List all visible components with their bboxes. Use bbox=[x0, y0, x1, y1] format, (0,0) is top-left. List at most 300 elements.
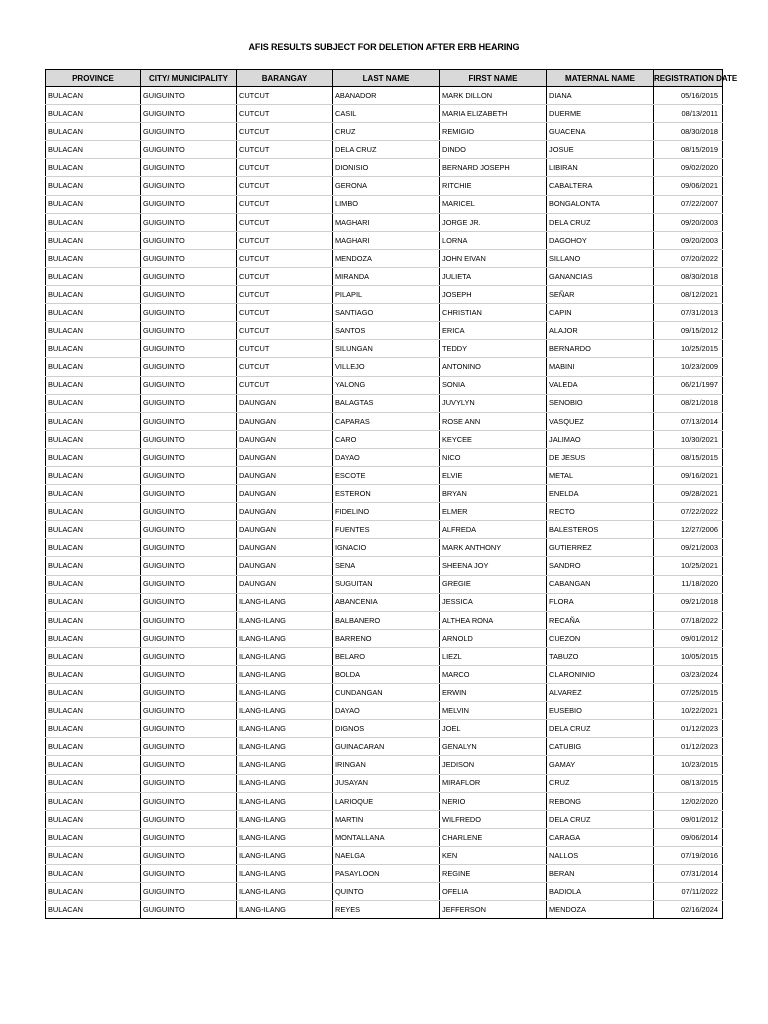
city-municipality-cell: GUIGUINTO bbox=[141, 123, 237, 141]
registration-date-cell: 09/28/2021 bbox=[654, 485, 723, 503]
maternal-name-cell: NALLOS bbox=[547, 846, 654, 864]
table-row bbox=[46, 412, 723, 430]
last-name-cell: DIGNOS bbox=[333, 720, 440, 738]
first-name-cell: MARK DILLON bbox=[440, 87, 547, 105]
province-cell: BULACAN bbox=[46, 177, 141, 195]
maternal-name-cell: EUSEBIO bbox=[547, 702, 654, 720]
first-name-cell: JOSEPH bbox=[440, 286, 547, 304]
maternal-name-cell: GUACENA bbox=[547, 123, 654, 141]
maternal-name-cell: GAMAY bbox=[547, 756, 654, 774]
table-row bbox=[46, 647, 723, 665]
registration-date-cell: 11/18/2020 bbox=[654, 575, 723, 593]
maternal-name-cell: SILLANO bbox=[547, 249, 654, 267]
city-municipality-cell: GUIGUINTO bbox=[141, 684, 237, 702]
maternal-name-cell: CLARONINIO bbox=[547, 666, 654, 684]
table-row bbox=[46, 159, 723, 177]
table-row bbox=[46, 828, 723, 846]
first-name-cell: WILFREDO bbox=[440, 810, 547, 828]
last-name-cell: MONTALLANA bbox=[333, 828, 440, 846]
city-municipality-cell: GUIGUINTO bbox=[141, 810, 237, 828]
table-row bbox=[46, 249, 723, 267]
table-row bbox=[46, 466, 723, 484]
first-name-cell: BERNARD JOSEPH bbox=[440, 159, 547, 177]
last-name-cell: CAPARAS bbox=[333, 412, 440, 430]
last-name-cell: BALBANERO bbox=[333, 611, 440, 629]
city-municipality-cell: GUIGUINTO bbox=[141, 394, 237, 412]
barangay-cell: DAUNGAN bbox=[237, 521, 333, 539]
registration-date-cell: 08/30/2018 bbox=[654, 123, 723, 141]
province-cell: BULACAN bbox=[46, 213, 141, 231]
maternal-name-cell: TABUZO bbox=[547, 647, 654, 665]
city-municipality-cell: GUIGUINTO bbox=[141, 828, 237, 846]
first-name-cell: KEYCEE bbox=[440, 430, 547, 448]
city-municipality-cell: GUIGUINTO bbox=[141, 792, 237, 810]
last-name-cell: MAGHARI bbox=[333, 213, 440, 231]
barangay-cell: DAUNGAN bbox=[237, 503, 333, 521]
registration-date-cell: 05/16/2015 bbox=[654, 87, 723, 105]
registration-date-cell: 09/20/2003 bbox=[654, 231, 723, 249]
province-cell: BULACAN bbox=[46, 774, 141, 792]
province-cell: BULACAN bbox=[46, 666, 141, 684]
maternal-name-cell: JOSUE bbox=[547, 141, 654, 159]
province-cell: BULACAN bbox=[46, 647, 141, 665]
province-cell: BULACAN bbox=[46, 105, 141, 123]
maternal-name-cell: GUTIERREZ bbox=[547, 539, 654, 557]
province-cell: BULACAN bbox=[46, 340, 141, 358]
first-name-cell: CHARLENE bbox=[440, 828, 547, 846]
province-cell: BULACAN bbox=[46, 575, 141, 593]
barangay-cell: CUTCUT bbox=[237, 249, 333, 267]
table-row bbox=[46, 177, 723, 195]
last-name-cell: MENDOZA bbox=[333, 249, 440, 267]
province-cell: BULACAN bbox=[46, 159, 141, 177]
city-municipality-cell: GUIGUINTO bbox=[141, 466, 237, 484]
city-municipality-cell: GUIGUINTO bbox=[141, 883, 237, 901]
registration-date-cell: 09/20/2003 bbox=[654, 213, 723, 231]
maternal-name-cell: SENOBIO bbox=[547, 394, 654, 412]
first-name-cell: ELVIE bbox=[440, 466, 547, 484]
table-row bbox=[46, 756, 723, 774]
city-municipality-cell: GUIGUINTO bbox=[141, 557, 237, 575]
registration-date-cell: 10/05/2015 bbox=[654, 647, 723, 665]
last-name-cell: DIONISIO bbox=[333, 159, 440, 177]
table-row bbox=[46, 322, 723, 340]
first-name-cell: MARK ANTHONY bbox=[440, 539, 547, 557]
province-cell: BULACAN bbox=[46, 358, 141, 376]
table-row bbox=[46, 448, 723, 466]
table-row bbox=[46, 213, 723, 231]
registration-date-cell: 08/21/2018 bbox=[654, 394, 723, 412]
city-municipality-cell: GUIGUINTO bbox=[141, 412, 237, 430]
barangay-cell: ILANG-ILANG bbox=[237, 629, 333, 647]
province-cell: BULACAN bbox=[46, 87, 141, 105]
last-name-cell: PILAPIL bbox=[333, 286, 440, 304]
city-municipality-cell: GUIGUINTO bbox=[141, 177, 237, 195]
first-name-cell: JULIETA bbox=[440, 267, 547, 285]
table-row bbox=[46, 557, 723, 575]
barangay-cell: ILANG-ILANG bbox=[237, 684, 333, 702]
maternal-name-cell: CABALTERA bbox=[547, 177, 654, 195]
province-cell: BULACAN bbox=[46, 123, 141, 141]
last-name-cell: GUINACARAN bbox=[333, 738, 440, 756]
province-cell: BULACAN bbox=[46, 865, 141, 883]
province-cell: BULACAN bbox=[46, 430, 141, 448]
city-municipality-cell: GUIGUINTO bbox=[141, 702, 237, 720]
last-name-cell: DAYAO bbox=[333, 448, 440, 466]
column-header-maternal-name: MATERNAL NAME bbox=[547, 70, 654, 87]
barangay-cell: CUTCUT bbox=[237, 105, 333, 123]
province-cell: BULACAN bbox=[46, 485, 141, 503]
first-name-cell: SONIA bbox=[440, 376, 547, 394]
table-row bbox=[46, 792, 723, 810]
table-row bbox=[46, 774, 723, 792]
barangay-cell: CUTCUT bbox=[237, 231, 333, 249]
first-name-cell: GREGIE bbox=[440, 575, 547, 593]
barangay-cell: CUTCUT bbox=[237, 322, 333, 340]
city-municipality-cell: GUIGUINTO bbox=[141, 901, 237, 919]
city-municipality-cell: GUIGUINTO bbox=[141, 611, 237, 629]
last-name-cell: FIDELINO bbox=[333, 503, 440, 521]
last-name-cell: ABANCENIA bbox=[333, 593, 440, 611]
province-cell: BULACAN bbox=[46, 141, 141, 159]
registration-date-cell: 08/12/2021 bbox=[654, 286, 723, 304]
barangay-cell: ILANG-ILANG bbox=[237, 828, 333, 846]
city-municipality-cell: GUIGUINTO bbox=[141, 865, 237, 883]
last-name-cell: CUNDANGAN bbox=[333, 684, 440, 702]
registration-date-cell: 09/06/2021 bbox=[654, 177, 723, 195]
city-municipality-cell: GUIGUINTO bbox=[141, 738, 237, 756]
maternal-name-cell: DAGOHOY bbox=[547, 231, 654, 249]
province-cell: BULACAN bbox=[46, 883, 141, 901]
maternal-name-cell: CABANGAN bbox=[547, 575, 654, 593]
table-row bbox=[46, 629, 723, 647]
province-cell: BULACAN bbox=[46, 810, 141, 828]
first-name-cell: RITCHIE bbox=[440, 177, 547, 195]
last-name-cell: SENA bbox=[333, 557, 440, 575]
city-municipality-cell: GUIGUINTO bbox=[141, 231, 237, 249]
last-name-cell: ABANADOR bbox=[333, 87, 440, 105]
last-name-cell: GERONA bbox=[333, 177, 440, 195]
barangay-cell: DAUNGAN bbox=[237, 575, 333, 593]
city-municipality-cell: GUIGUINTO bbox=[141, 846, 237, 864]
table-row bbox=[46, 394, 723, 412]
barangay-cell: ILANG-ILANG bbox=[237, 647, 333, 665]
table-row bbox=[46, 846, 723, 864]
maternal-name-cell: CAPIN bbox=[547, 304, 654, 322]
province-cell: BULACAN bbox=[46, 702, 141, 720]
barangay-cell: DAUNGAN bbox=[237, 557, 333, 575]
barangay-cell: CUTCUT bbox=[237, 123, 333, 141]
table-row bbox=[46, 575, 723, 593]
maternal-name-cell: ENELDA bbox=[547, 485, 654, 503]
last-name-cell: PASAYLOON bbox=[333, 865, 440, 883]
registration-date-cell: 12/27/2006 bbox=[654, 521, 723, 539]
maternal-name-cell: DELA CRUZ bbox=[547, 213, 654, 231]
barangay-cell: CUTCUT bbox=[237, 286, 333, 304]
province-cell: BULACAN bbox=[46, 376, 141, 394]
province-cell: BULACAN bbox=[46, 195, 141, 213]
registration-date-cell: 10/25/2015 bbox=[654, 340, 723, 358]
header-row bbox=[46, 70, 723, 87]
province-cell: BULACAN bbox=[46, 557, 141, 575]
column-header-registration-date: REGISTRATION DATE bbox=[654, 70, 723, 87]
barangay-cell: CUTCUT bbox=[237, 195, 333, 213]
registration-date-cell: 10/30/2021 bbox=[654, 430, 723, 448]
last-name-cell: IGNACIO bbox=[333, 539, 440, 557]
province-cell: BULACAN bbox=[46, 448, 141, 466]
last-name-cell: CASIL bbox=[333, 105, 440, 123]
first-name-cell: NICO bbox=[440, 448, 547, 466]
last-name-cell: LIMBO bbox=[333, 195, 440, 213]
table-row bbox=[46, 738, 723, 756]
first-name-cell: ALFREDA bbox=[440, 521, 547, 539]
first-name-cell: LIEZL bbox=[440, 647, 547, 665]
province-cell: BULACAN bbox=[46, 267, 141, 285]
column-header-province: PROVINCE bbox=[46, 70, 141, 87]
registration-date-cell: 09/15/2012 bbox=[654, 322, 723, 340]
first-name-cell: JUVYLYN bbox=[440, 394, 547, 412]
table-row bbox=[46, 286, 723, 304]
city-municipality-cell: GUIGUINTO bbox=[141, 593, 237, 611]
city-municipality-cell: GUIGUINTO bbox=[141, 756, 237, 774]
table-row bbox=[46, 485, 723, 503]
last-name-cell: BALAGTAS bbox=[333, 394, 440, 412]
barangay-cell: ILANG-ILANG bbox=[237, 593, 333, 611]
province-cell: BULACAN bbox=[46, 466, 141, 484]
last-name-cell: SUGUITAN bbox=[333, 575, 440, 593]
last-name-cell: DAYAO bbox=[333, 702, 440, 720]
table-row bbox=[46, 901, 723, 919]
first-name-cell: MARIA ELIZABETH bbox=[440, 105, 547, 123]
table-row bbox=[46, 141, 723, 159]
first-name-cell: BRYAN bbox=[440, 485, 547, 503]
maternal-name-cell: CRUZ bbox=[547, 774, 654, 792]
city-municipality-cell: GUIGUINTO bbox=[141, 539, 237, 557]
first-name-cell: ERWIN bbox=[440, 684, 547, 702]
first-name-cell: JESSICA bbox=[440, 593, 547, 611]
last-name-cell: REYES bbox=[333, 901, 440, 919]
maternal-name-cell: BALESTEROS bbox=[547, 521, 654, 539]
table-row bbox=[46, 430, 723, 448]
table-row bbox=[46, 123, 723, 141]
registration-date-cell: 06/21/1997 bbox=[654, 376, 723, 394]
registration-date-cell: 09/16/2021 bbox=[654, 466, 723, 484]
last-name-cell: CARO bbox=[333, 430, 440, 448]
registration-date-cell: 07/22/2022 bbox=[654, 503, 723, 521]
last-name-cell: DELA CRUZ bbox=[333, 141, 440, 159]
province-cell: BULACAN bbox=[46, 738, 141, 756]
last-name-cell: BOLDA bbox=[333, 666, 440, 684]
registration-date-cell: 10/23/2009 bbox=[654, 358, 723, 376]
table-row bbox=[46, 539, 723, 557]
table-row bbox=[46, 195, 723, 213]
table-row bbox=[46, 666, 723, 684]
last-name-cell: ESTERON bbox=[333, 485, 440, 503]
registration-date-cell: 09/01/2012 bbox=[654, 810, 723, 828]
city-municipality-cell: GUIGUINTO bbox=[141, 249, 237, 267]
first-name-cell: TEDDY bbox=[440, 340, 547, 358]
registration-date-cell: 07/19/2016 bbox=[654, 846, 723, 864]
barangay-cell: CUTCUT bbox=[237, 177, 333, 195]
last-name-cell: MAGHARI bbox=[333, 231, 440, 249]
city-municipality-cell: GUIGUINTO bbox=[141, 105, 237, 123]
barangay-cell: DAUNGAN bbox=[237, 485, 333, 503]
maternal-name-cell: BERNARDO bbox=[547, 340, 654, 358]
province-cell: BULACAN bbox=[46, 249, 141, 267]
registration-date-cell: 08/15/2015 bbox=[654, 448, 723, 466]
registration-date-cell: 09/21/2018 bbox=[654, 593, 723, 611]
last-name-cell: FUENTES bbox=[333, 521, 440, 539]
province-cell: BULACAN bbox=[46, 611, 141, 629]
city-municipality-cell: GUIGUINTO bbox=[141, 720, 237, 738]
city-municipality-cell: GUIGUINTO bbox=[141, 774, 237, 792]
table-row bbox=[46, 810, 723, 828]
column-header-city-municipality: CITY/ MUNICIPALITY bbox=[141, 70, 237, 87]
last-name-cell: SANTOS bbox=[333, 322, 440, 340]
table-row bbox=[46, 720, 723, 738]
first-name-cell: ROSE ANN bbox=[440, 412, 547, 430]
province-cell: BULACAN bbox=[46, 503, 141, 521]
maternal-name-cell: DE JESUS bbox=[547, 448, 654, 466]
table-row bbox=[46, 358, 723, 376]
first-name-cell: SHEENA JOY bbox=[440, 557, 547, 575]
first-name-cell: JEDISON bbox=[440, 756, 547, 774]
province-cell: BULACAN bbox=[46, 304, 141, 322]
maternal-name-cell: FLORA bbox=[547, 593, 654, 611]
maternal-name-cell: ALVAREZ bbox=[547, 684, 654, 702]
maternal-name-cell: VALEDA bbox=[547, 376, 654, 394]
maternal-name-cell: SEÑAR bbox=[547, 286, 654, 304]
first-name-cell: MELVIN bbox=[440, 702, 547, 720]
registration-date-cell: 08/30/2018 bbox=[654, 267, 723, 285]
province-cell: BULACAN bbox=[46, 521, 141, 539]
city-municipality-cell: GUIGUINTO bbox=[141, 575, 237, 593]
registration-date-cell: 07/20/2022 bbox=[654, 249, 723, 267]
registration-date-cell: 12/02/2020 bbox=[654, 792, 723, 810]
province-cell: BULACAN bbox=[46, 322, 141, 340]
table-row bbox=[46, 521, 723, 539]
last-name-cell: IRINGAN bbox=[333, 756, 440, 774]
city-municipality-cell: GUIGUINTO bbox=[141, 448, 237, 466]
registration-date-cell: 10/23/2015 bbox=[654, 756, 723, 774]
table-row bbox=[46, 105, 723, 123]
barangay-cell: DAUNGAN bbox=[237, 412, 333, 430]
registration-date-cell: 10/22/2021 bbox=[654, 702, 723, 720]
column-header-first-name: FIRST NAME bbox=[440, 70, 547, 87]
city-municipality-cell: GUIGUINTO bbox=[141, 629, 237, 647]
maternal-name-cell: CATUBIG bbox=[547, 738, 654, 756]
maternal-name-cell: BADIOLA bbox=[547, 883, 654, 901]
last-name-cell: QUINTO bbox=[333, 883, 440, 901]
table-row bbox=[46, 702, 723, 720]
maternal-name-cell: BONGALONTA bbox=[547, 195, 654, 213]
registration-date-cell: 07/31/2013 bbox=[654, 304, 723, 322]
registration-date-cell: 10/25/2021 bbox=[654, 557, 723, 575]
barangay-cell: ILANG-ILANG bbox=[237, 810, 333, 828]
barangay-cell: ILANG-ILANG bbox=[237, 611, 333, 629]
province-cell: BULACAN bbox=[46, 684, 141, 702]
first-name-cell: JEFFERSON bbox=[440, 901, 547, 919]
province-cell: BULACAN bbox=[46, 394, 141, 412]
table-row bbox=[46, 865, 723, 883]
last-name-cell: SANTIAGO bbox=[333, 304, 440, 322]
last-name-cell: MARTIN bbox=[333, 810, 440, 828]
barangay-cell: ILANG-ILANG bbox=[237, 846, 333, 864]
registration-date-cell: 09/01/2012 bbox=[654, 629, 723, 647]
maternal-name-cell: MENDOZA bbox=[547, 901, 654, 919]
city-municipality-cell: GUIGUINTO bbox=[141, 666, 237, 684]
registration-date-cell: 09/02/2020 bbox=[654, 159, 723, 177]
table-row bbox=[46, 87, 723, 105]
barangay-cell: DAUNGAN bbox=[237, 539, 333, 557]
registration-date-cell: 07/31/2014 bbox=[654, 865, 723, 883]
province-cell: BULACAN bbox=[46, 629, 141, 647]
table-row bbox=[46, 340, 723, 358]
barangay-cell: CUTCUT bbox=[237, 213, 333, 231]
city-municipality-cell: GUIGUINTO bbox=[141, 159, 237, 177]
first-name-cell: ARNOLD bbox=[440, 629, 547, 647]
city-municipality-cell: GUIGUINTO bbox=[141, 376, 237, 394]
last-name-cell: CRUZ bbox=[333, 123, 440, 141]
maternal-name-cell: CARAGA bbox=[547, 828, 654, 846]
last-name-cell: BARRENO bbox=[333, 629, 440, 647]
first-name-cell: ALTHEA RONA bbox=[440, 611, 547, 629]
column-header-barangay: BARANGAY bbox=[237, 70, 333, 87]
city-municipality-cell: GUIGUINTO bbox=[141, 267, 237, 285]
table-row bbox=[46, 231, 723, 249]
maternal-name-cell: JALIMAO bbox=[547, 430, 654, 448]
maternal-name-cell: BERAN bbox=[547, 865, 654, 883]
barangay-cell: ILANG-ILANG bbox=[237, 792, 333, 810]
registration-date-cell: 07/11/2022 bbox=[654, 883, 723, 901]
column-header-last-name: LAST NAME bbox=[333, 70, 440, 87]
province-cell: BULACAN bbox=[46, 231, 141, 249]
first-name-cell: REMIGIO bbox=[440, 123, 547, 141]
registration-date-cell: 07/25/2015 bbox=[654, 684, 723, 702]
barangay-cell: CUTCUT bbox=[237, 340, 333, 358]
first-name-cell: JOEL bbox=[440, 720, 547, 738]
province-cell: BULACAN bbox=[46, 846, 141, 864]
barangay-cell: ILANG-ILANG bbox=[237, 883, 333, 901]
city-municipality-cell: GUIGUINTO bbox=[141, 503, 237, 521]
city-municipality-cell: GUIGUINTO bbox=[141, 87, 237, 105]
first-name-cell: MARICEL bbox=[440, 195, 547, 213]
maternal-name-cell: DELA CRUZ bbox=[547, 810, 654, 828]
barangay-cell: CUTCUT bbox=[237, 141, 333, 159]
registration-date-cell: 08/13/2015 bbox=[654, 774, 723, 792]
city-municipality-cell: GUIGUINTO bbox=[141, 286, 237, 304]
maternal-name-cell: SANDRO bbox=[547, 557, 654, 575]
table-row bbox=[46, 611, 723, 629]
province-cell: BULACAN bbox=[46, 720, 141, 738]
barangay-cell: ILANG-ILANG bbox=[237, 901, 333, 919]
last-name-cell: MIRANDA bbox=[333, 267, 440, 285]
table-row bbox=[46, 593, 723, 611]
province-cell: BULACAN bbox=[46, 756, 141, 774]
city-municipality-cell: GUIGUINTO bbox=[141, 521, 237, 539]
first-name-cell: REGINE bbox=[440, 865, 547, 883]
city-municipality-cell: GUIGUINTO bbox=[141, 141, 237, 159]
table-body bbox=[46, 87, 723, 919]
first-name-cell: MIRAFLOR bbox=[440, 774, 547, 792]
barangay-cell: ILANG-ILANG bbox=[237, 774, 333, 792]
first-name-cell: JOHN EIVAN bbox=[440, 249, 547, 267]
barangay-cell: DAUNGAN bbox=[237, 448, 333, 466]
barangay-cell: CUTCUT bbox=[237, 376, 333, 394]
registration-date-cell: 01/12/2023 bbox=[654, 738, 723, 756]
province-cell: BULACAN bbox=[46, 286, 141, 304]
table-header bbox=[46, 70, 738, 87]
